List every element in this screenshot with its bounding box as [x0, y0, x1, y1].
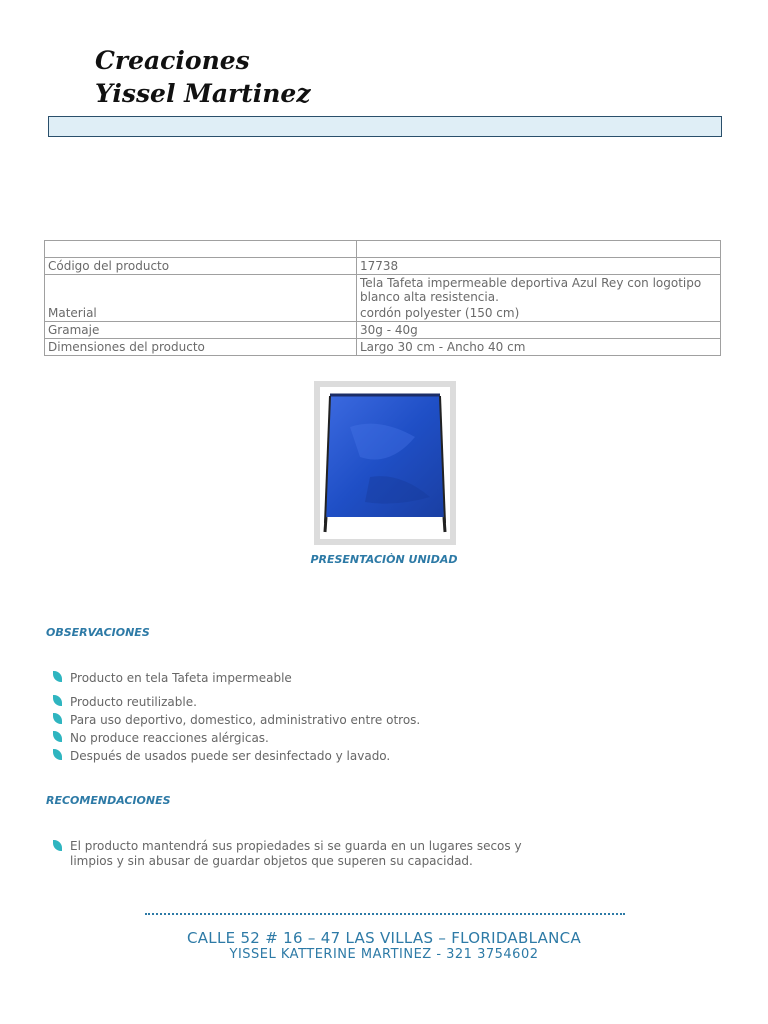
- table-cell-value: 17738: [357, 258, 721, 275]
- footer-owner: YISSEL KATTERINE MARTINEZ - 321 3754602: [229, 947, 539, 962]
- leaf-bullet-icon: [53, 695, 62, 706]
- table-cell-label: Material: [45, 275, 357, 322]
- material-description: Tela Tafeta impermeable deportiva Azul Rey con logotipo blanco alta resistencia.: [360, 276, 702, 304]
- leaf-bullet-icon: [53, 713, 62, 724]
- image-caption: PRESENTACIÒN UNIDAD: [310, 553, 458, 566]
- product-image: [320, 387, 450, 539]
- list-item: Producto reutilizable.: [52, 693, 420, 711]
- table-row: [45, 339, 721, 356]
- list-item: Para uso deportivo, domestico, administrativo entre otros.: [52, 711, 420, 729]
- footer-divider: [145, 913, 625, 915]
- brand-line-1: Creaciones: [95, 46, 250, 75]
- list-item: Después de usados puede ser desinfectado y lavado.: [52, 747, 420, 765]
- header-bar: [48, 116, 722, 137]
- leaf-bullet-icon: [53, 840, 62, 851]
- drawstring-bag-image: [320, 387, 450, 539]
- brand-logo: [95, 44, 311, 110]
- table-cell-label: Gramaje: [45, 322, 357, 339]
- footer-address: CALLE 52 # 16 – 47 LAS VILLAS – FLORIDABLANCA: [186, 929, 582, 947]
- brand-line-2: Yissel Martinez: [95, 79, 311, 108]
- list-item: El producto mantendrá sus propiedades si se guarda en un lugares secos y limpios y sin abusar de guardar objetos que superen su capacidad.: [52, 839, 562, 869]
- table-cell-value: [357, 275, 721, 322]
- list-item: Producto en tela Tafeta impermeable: [52, 669, 420, 687]
- table-cell-value: 30g - 40g: [357, 322, 721, 339]
- table-cell-label: Código del producto: [45, 258, 357, 275]
- table-row: [45, 241, 721, 258]
- observaciones-list: [52, 669, 420, 765]
- recomendaciones-list: [52, 839, 562, 869]
- observaciones-title: OBSERVACIONES: [46, 626, 150, 639]
- table-cell-label: [45, 241, 357, 258]
- table-cell-value: Largo 30 cm - Ancho 40 cm: [357, 339, 721, 356]
- list-item: No produce reacciones alérgicas.: [52, 729, 420, 747]
- table-cell-value: [357, 241, 721, 258]
- spec-table: [44, 240, 721, 356]
- material-cord: cordón polyester (150 cm): [360, 306, 520, 320]
- table-row: [45, 322, 721, 339]
- recomendaciones-title: RECOMENDACIONES: [46, 794, 171, 807]
- table-cell-label: Dimensiones del producto: [45, 339, 357, 356]
- product-image-frame: [314, 381, 456, 545]
- table-row: [45, 275, 721, 322]
- leaf-bullet-icon: [53, 749, 62, 760]
- leaf-bullet-icon: [53, 671, 62, 682]
- table-row: [45, 258, 721, 275]
- leaf-bullet-icon: [53, 731, 62, 742]
